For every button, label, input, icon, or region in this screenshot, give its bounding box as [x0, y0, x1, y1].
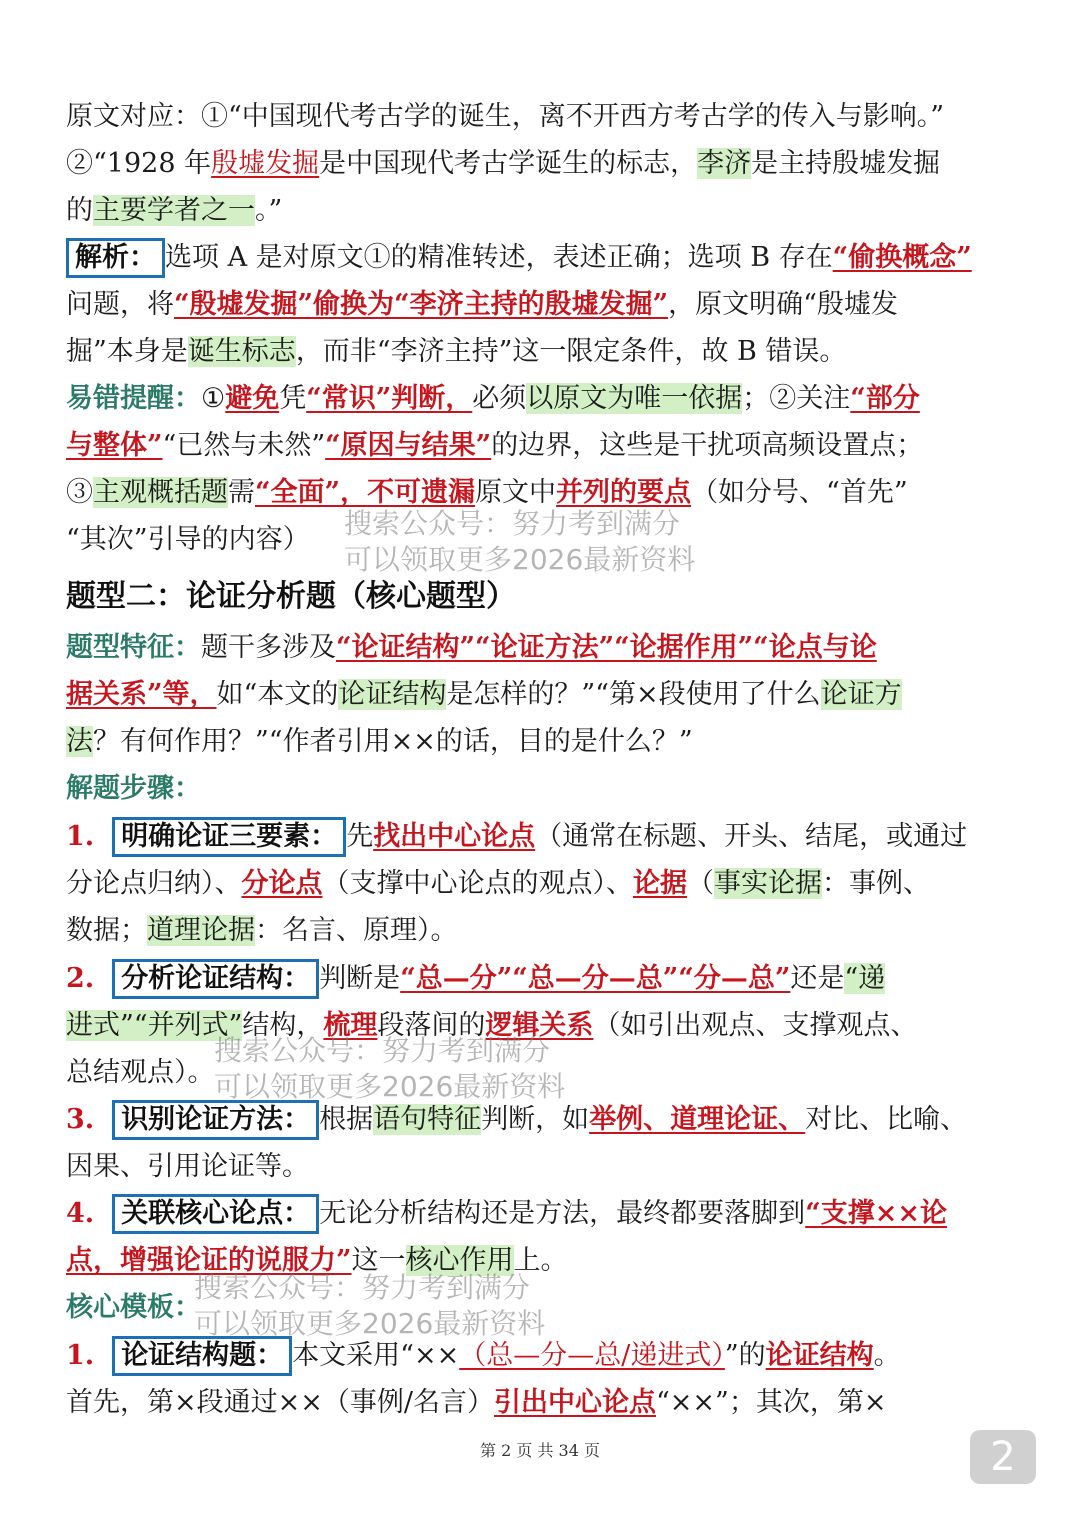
watermark-text: 搜索公众号：努力考到满分	[194, 1271, 531, 1304]
red-emphasis-text: 举例、道理论证、	[589, 1104, 806, 1135]
text: ②“1928 年	[66, 148, 212, 179]
red-emphasis-text: “殷墟发掘”偷换为“李济主持的殷墟发掘”	[174, 289, 669, 320]
text: 选项 A 是对原文①的精准转述，表述正确；选项 B 存在	[165, 242, 833, 273]
text: 需	[228, 477, 255, 508]
text-line	[66, 141, 940, 187]
text: 因果、引用论证等。	[66, 1151, 309, 1182]
text: （	[687, 868, 714, 899]
step-label-box: 关联核心论点：	[112, 1194, 319, 1234]
text: 总结观点）。	[66, 1057, 215, 1088]
text-line	[66, 423, 923, 469]
text-line	[66, 235, 972, 281]
text: 是主持殷墟发掘	[751, 148, 941, 179]
page-footer: 第 2 页 共 34 页	[480, 1441, 600, 1460]
feature-label: 题型特征：	[66, 632, 201, 663]
red-emphasis-text: 不可遗漏	[367, 477, 476, 508]
text-line	[66, 1050, 215, 1096]
text: 无论分析结构还是方法，最终都要落脚到	[319, 1198, 806, 1229]
red-emphasis-text: 引出中心论点	[493, 1387, 656, 1418]
text-line	[66, 861, 930, 907]
watermark	[194, 1270, 545, 1342]
step-number: 4.	[66, 1198, 95, 1229]
text-line	[66, 719, 693, 765]
text: 这一	[351, 1245, 406, 1276]
text-line	[66, 329, 846, 375]
text: （如分号、“首先”	[691, 477, 908, 508]
text-line	[66, 625, 877, 671]
red-emphasis-text: “常识”判断，	[306, 383, 473, 414]
text: 题干多涉及	[201, 632, 336, 663]
step-4	[66, 1191, 947, 1237]
text-line	[66, 908, 458, 954]
text: “××”；其次，第×	[655, 1387, 887, 1418]
text-line	[66, 282, 898, 328]
text-line	[66, 94, 944, 140]
text: 判断，如	[481, 1104, 590, 1135]
text: 上。	[513, 1245, 568, 1276]
step-number: 3.	[66, 1104, 95, 1135]
watermark-text: 可以领取更多2026最新资料	[214, 1070, 566, 1103]
text: 还是	[790, 963, 845, 994]
text: 的	[66, 195, 93, 226]
analysis-label-box: 解析：	[66, 238, 165, 278]
step-number: 1.	[66, 821, 95, 852]
text: 段落间的	[377, 1010, 486, 1041]
text: ，而非“李济主持”这一限定条件，故 B 错误。	[295, 336, 847, 367]
text-line	[66, 1285, 201, 1331]
text: 原文对应：①“中国现代考古学的诞生，离不开西方考古学的传入与影响。”	[66, 101, 945, 132]
text: 如“本文的	[216, 679, 339, 710]
text: 。	[873, 1340, 901, 1371]
text: 先	[346, 821, 374, 852]
highlighted-text: 主要学者之一	[93, 195, 255, 226]
red-emphasis-text: “全面”，	[255, 477, 368, 508]
step-label-box: 分析论证结构：	[112, 959, 319, 999]
step-label-box: 明确论证三要素：	[112, 817, 346, 857]
text: 掘”本身是	[66, 336, 188, 367]
watermark-text: 搜索公众号：努力考到满分	[214, 1034, 551, 1067]
steps-label: 解题步骤：	[66, 773, 201, 804]
page-number-badge[interactable]: 2	[970, 1430, 1036, 1484]
text: ；②关注	[742, 383, 851, 414]
text: ①	[201, 383, 226, 414]
red-emphasis-text: 论据	[633, 868, 687, 899]
text: 是中国现代考古学诞生的标志，	[319, 148, 698, 179]
step-number: 2.	[66, 963, 95, 994]
red-emphasis-text: 据关系”等，	[66, 679, 217, 710]
section-heading: 题型二：论证分析题（核心题型）	[66, 579, 516, 614]
watermark-text: 可以领取更多2026最新资料	[344, 543, 696, 576]
text: 判断是	[319, 963, 401, 994]
red-emphasis-text: “偷换概念”	[832, 242, 972, 273]
text: 对比、比喻、	[805, 1104, 968, 1135]
text: 凭	[279, 383, 307, 414]
highlighted-text: 李济	[697, 148, 752, 179]
red-emphasis-text: “部分	[850, 383, 920, 414]
text: 是怎样的？”“第×段使用了什么	[446, 679, 821, 710]
red-emphasis-text: 避免	[225, 383, 280, 414]
red-emphasis-text: 论证结构	[765, 1340, 874, 1371]
highlighted-text: 以原文为唯一依据	[526, 383, 743, 414]
highlighted-text: 论证结构	[338, 679, 447, 710]
text-line	[66, 517, 310, 563]
watermark-text: 可以领取更多2026最新资料	[194, 1307, 546, 1340]
highlighted-text: 法	[66, 726, 93, 757]
text-line	[66, 1380, 886, 1426]
red-emphasis-text: “论证结构”“论证方法”“论据作用”“论点与论	[336, 632, 877, 663]
template-label-box: 论证结构题：	[112, 1336, 292, 1376]
text: 分论点归纳）、	[66, 868, 242, 899]
red-underline-text: 殷墟发掘	[211, 148, 320, 179]
watermark	[344, 506, 695, 578]
red-emphasis-text: “总—分”“总—分—总”“分—总”	[400, 963, 791, 994]
highlighted-text: 道理论据	[147, 915, 255, 946]
template-label: 核心模板：	[66, 1292, 201, 1323]
text: 数据；	[66, 915, 147, 946]
text: 结构，	[242, 1010, 324, 1041]
text: “其次”引导的内容）	[66, 524, 310, 555]
highlighted-text: 论证方	[820, 679, 902, 710]
text: 问题，将	[66, 289, 174, 320]
text: 本文采用“××	[292, 1340, 460, 1371]
text: 首先，第×段通过××（事例/名言）	[66, 1387, 494, 1418]
step-number: 1.	[66, 1340, 95, 1371]
text: （支撑中心论点的观点）、	[322, 868, 633, 899]
red-emphasis-text: “支撑××论	[805, 1198, 947, 1229]
text: ？有何作用？”“作者引用××的话，目的是什么？”	[93, 726, 693, 757]
highlighted-text: 事实论据	[714, 868, 822, 899]
text: 根据	[319, 1104, 374, 1135]
text: 原文中	[475, 477, 557, 508]
highlighted-text: 进式”“并列式”	[66, 1010, 243, 1041]
tip-label: 易错提醒：	[66, 383, 201, 414]
red-emphasis-text: “原因与结果”	[325, 430, 492, 461]
text: ：事例、	[822, 868, 930, 899]
red-emphasis-text: 并列的要点	[556, 477, 692, 508]
highlighted-text: 主观概括题	[93, 477, 228, 508]
text: 必须	[472, 383, 527, 414]
text: “已然与未然”	[162, 430, 326, 461]
text-line	[66, 376, 920, 422]
text: ”的	[724, 1340, 766, 1371]
highlighted-text: 核心作用	[405, 1245, 514, 1276]
highlighted-text: 语句特征	[373, 1104, 482, 1135]
watermark-text: 搜索公众号：努力考到满分	[344, 507, 681, 540]
text: （如引出观点、支撑观点、	[593, 1010, 918, 1041]
red-underline-text: （总—分—总/递进式）	[459, 1340, 725, 1371]
text-line	[66, 672, 902, 718]
red-emphasis-text: 与整体”	[66, 430, 163, 461]
step-1	[66, 814, 967, 860]
red-emphasis-text: 找出中心论点	[373, 821, 536, 852]
red-emphasis-text: 梳理	[323, 1010, 378, 1041]
text: ③	[66, 477, 93, 508]
highlighted-text: “递	[844, 963, 886, 994]
text: 的边界，这些是干扰项高频设置点；	[491, 430, 924, 461]
text: （通常在标题、开头、结尾，或通过	[535, 821, 968, 852]
watermark	[214, 1033, 565, 1105]
text-line	[66, 1144, 309, 1190]
text-line	[66, 766, 201, 812]
text: ：名言、原理）。	[255, 915, 458, 946]
text: 。”	[255, 195, 283, 226]
step-2	[66, 956, 885, 1002]
highlighted-text: 诞生标志	[187, 336, 296, 367]
text: ，原文明确“殷墟发	[668, 289, 898, 320]
text-line	[66, 188, 282, 234]
red-emphasis-text: 分论点	[241, 868, 323, 899]
red-emphasis-text: 点，增强论证的说服力”	[66, 1245, 352, 1276]
red-emphasis-text: 逻辑关系	[485, 1010, 594, 1041]
step-label-box: 识别论证方法：	[112, 1100, 319, 1140]
